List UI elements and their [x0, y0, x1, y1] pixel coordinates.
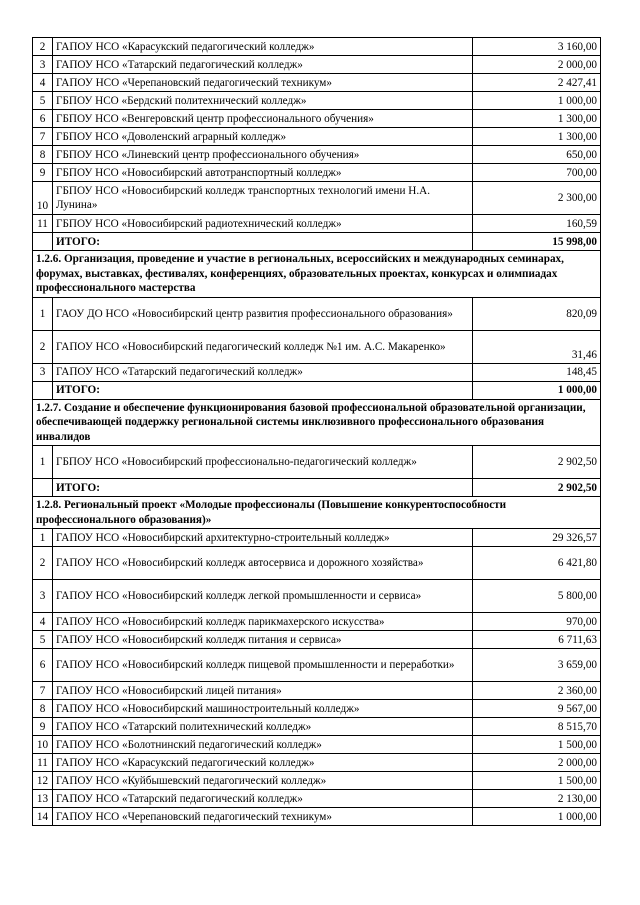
- total-row: [33, 233, 601, 251]
- organization-name: ГАПОУ НСО «Новосибирский лицей питания»: [53, 682, 473, 700]
- total-label: ИТОГО:: [53, 381, 473, 399]
- table-row: [33, 164, 601, 182]
- table-row: [33, 808, 601, 826]
- table-row: [33, 182, 601, 215]
- amount-value: 8 515,70: [473, 718, 601, 736]
- table-row: [33, 38, 601, 56]
- table-row: [33, 110, 601, 128]
- row-number: 5: [33, 631, 53, 649]
- amount-value: 6 711,63: [473, 631, 601, 649]
- section-title: 1.2.6. Организация, проведение и участие в региональных, всероссийских и международных семинарах, форумах, выставках, фестивалях, конференциях, образовательных проектах, конкурсах и олимпиадах профессионального мастерства: [33, 251, 601, 298]
- table-row: [33, 146, 601, 164]
- organization-name: ГАПОУ НСО «Болотнинский педагогический колледж»: [53, 736, 473, 754]
- amount-value: 3 659,00: [473, 649, 601, 682]
- amount-value: 1 300,00: [473, 110, 601, 128]
- organization-name: ГАПОУ НСО «Карасукский педагогический колледж»: [53, 754, 473, 772]
- amount-value: 2 000,00: [473, 56, 601, 74]
- table-row: [33, 297, 601, 330]
- section-title: 1.2.7. Создание и обеспечение функционирования базовой профессиональной образовательной организации, обеспечивающей поддержку региональной системы инклюзивного профессионального образования инвалидов: [33, 399, 601, 446]
- row-number: 2: [33, 38, 53, 56]
- total-label: ИТОГО:: [53, 479, 473, 497]
- organization-name: ГБПОУ НСО «Новосибирский профессионально-педагогический колледж»: [53, 446, 473, 479]
- row-number: 10: [33, 736, 53, 754]
- table-row: [33, 613, 601, 631]
- amount-value: 5 800,00: [473, 580, 601, 613]
- organization-name: ГАПОУ НСО «Новосибирский машиностроительный колледж»: [53, 700, 473, 718]
- organization-name: ГБПОУ НСО «Бердский политехнический колледж»: [53, 92, 473, 110]
- organization-name: ГАПОУ НСО «Татарский педагогический колледж»: [53, 790, 473, 808]
- row-number: 2: [33, 330, 53, 363]
- table-row: [33, 92, 601, 110]
- organization-name: ГБПОУ НСО «Венгеровский центр профессионального обучения»: [53, 110, 473, 128]
- row-number: 4: [33, 74, 53, 92]
- row-number: 7: [33, 128, 53, 146]
- row-number: 11: [33, 215, 53, 233]
- row-number: 8: [33, 146, 53, 164]
- amount-value: 2 130,00: [473, 790, 601, 808]
- table-row: [33, 547, 601, 580]
- row-number: 10: [33, 182, 53, 215]
- row-number: 9: [33, 164, 53, 182]
- row-number: 9: [33, 718, 53, 736]
- total-row: [33, 381, 601, 399]
- table-row: [33, 718, 601, 736]
- table-row: [33, 446, 601, 479]
- total-label: ИТОГО:: [53, 233, 473, 251]
- table-row: [33, 772, 601, 790]
- total-amount: 15 998,00: [473, 233, 601, 251]
- table-row: [33, 363, 601, 381]
- amount-value: 2 427,41: [473, 74, 601, 92]
- budget-table: [32, 37, 601, 826]
- section-title: 1.2.8. Региональный проект «Молодые профессионалы (Повышение конкурентоспособности профессионального образования)»: [33, 497, 601, 529]
- row-number: 5: [33, 92, 53, 110]
- row-number: 14: [33, 808, 53, 826]
- total-spacer: [33, 233, 53, 251]
- row-number: 13: [33, 790, 53, 808]
- table-row: [33, 128, 601, 146]
- row-number: 7: [33, 682, 53, 700]
- amount-value: 31,46: [473, 330, 601, 363]
- organization-name: ГБПОУ НСО «Линевский центр профессионального обучения»: [53, 146, 473, 164]
- amount-value: 1 500,00: [473, 772, 601, 790]
- row-number: 1: [33, 297, 53, 330]
- organization-name: ГБПОУ НСО «Новосибирский колледж транспортных технологий имени Н.А. Лунина»: [53, 182, 473, 215]
- row-number: 3: [33, 580, 53, 613]
- amount-value: 160,59: [473, 215, 601, 233]
- table-row: [33, 215, 601, 233]
- amount-value: 2 902,50: [473, 446, 601, 479]
- organization-name: ГАПОУ НСО «Новосибирский колледж автосервиса и дорожного хозяйства»: [53, 547, 473, 580]
- amount-value: 2 000,00: [473, 754, 601, 772]
- amount-value: 970,00: [473, 613, 601, 631]
- organization-name: ГАОУ ДО НСО «Новосибирский центр развития профессионального образования»: [53, 297, 473, 330]
- total-spacer: [33, 381, 53, 399]
- organization-name: ГАПОУ НСО «Татарский политехнический колледж»: [53, 718, 473, 736]
- table-row: [33, 529, 601, 547]
- amount-value: 1 000,00: [473, 92, 601, 110]
- budget-document: [32, 37, 601, 826]
- amount-value: 6 421,80: [473, 547, 601, 580]
- section-header-row: [33, 251, 601, 298]
- organization-name: ГАПОУ НСО «Новосибирский колледж пищевой промышленности и переработки»: [53, 649, 473, 682]
- organization-name: ГАПОУ НСО «Новосибирский педагогический колледж №1 им. А.С. Макаренко»: [53, 330, 473, 363]
- table-row: [33, 56, 601, 74]
- table-row: [33, 74, 601, 92]
- row-number: 4: [33, 613, 53, 631]
- organization-name: ГАПОУ НСО «Новосибирский колледж легкой промышленности и сервиса»: [53, 580, 473, 613]
- row-number: 6: [33, 110, 53, 128]
- total-amount: 2 902,50: [473, 479, 601, 497]
- organization-name: ГАПОУ НСО «Черепановский педагогический техникум»: [53, 74, 473, 92]
- table-row: [33, 754, 601, 772]
- amount-value: 2 300,00: [473, 182, 601, 215]
- organization-name: ГБПОУ НСО «Новосибирский радиотехнический колледж»: [53, 215, 473, 233]
- amount-value: 1 500,00: [473, 736, 601, 754]
- organization-name: ГАПОУ НСО «Татарский педагогический колледж»: [53, 56, 473, 74]
- organization-name: ГБПОУ НСО «Доволенский аграрный колледж»: [53, 128, 473, 146]
- organization-name: ГАПОУ НСО «Новосибирский колледж парикмахерского искусства»: [53, 613, 473, 631]
- total-row: [33, 479, 601, 497]
- table-row: [33, 649, 601, 682]
- amount-value: 148,45: [473, 363, 601, 381]
- amount-value: 1 300,00: [473, 128, 601, 146]
- section-header-row: [33, 497, 601, 529]
- total-amount: 1 000,00: [473, 381, 601, 399]
- organization-name: ГАПОУ НСО «Черепановский педагогический техникум»: [53, 808, 473, 826]
- row-number: 3: [33, 363, 53, 381]
- table-row: [33, 682, 601, 700]
- amount-value: 9 567,00: [473, 700, 601, 718]
- amount-value: 1 000,00: [473, 808, 601, 826]
- table-row: [33, 631, 601, 649]
- section-header-row: [33, 399, 601, 446]
- amount-value: 700,00: [473, 164, 601, 182]
- organization-name: ГАПОУ НСО «Татарский педагогический колледж»: [53, 363, 473, 381]
- organization-name: ГАПОУ НСО «Новосибирский архитектурно-строительный колледж»: [53, 529, 473, 547]
- amount-value: 3 160,00: [473, 38, 601, 56]
- table-row: [33, 700, 601, 718]
- total-spacer: [33, 479, 53, 497]
- amount-value: 650,00: [473, 146, 601, 164]
- row-number: 11: [33, 754, 53, 772]
- organization-name: ГАПОУ НСО «Куйбышевский педагогический колледж»: [53, 772, 473, 790]
- table-row: [33, 580, 601, 613]
- table-row: [33, 790, 601, 808]
- table-row: [33, 330, 601, 363]
- amount-value: 29 326,57: [473, 529, 601, 547]
- organization-name: ГАПОУ НСО «Новосибирский колледж питания и сервиса»: [53, 631, 473, 649]
- row-number: 12: [33, 772, 53, 790]
- row-number: 6: [33, 649, 53, 682]
- row-number: 1: [33, 446, 53, 479]
- amount-value: 2 360,00: [473, 682, 601, 700]
- row-number: 1: [33, 529, 53, 547]
- row-number: 3: [33, 56, 53, 74]
- organization-name: ГБПОУ НСО «Новосибирский автотранспортный колледж»: [53, 164, 473, 182]
- organization-name: ГАПОУ НСО «Карасукский педагогический колледж»: [53, 38, 473, 56]
- row-number: 2: [33, 547, 53, 580]
- row-number: 8: [33, 700, 53, 718]
- table-row: [33, 736, 601, 754]
- amount-value: 820,09: [473, 297, 601, 330]
